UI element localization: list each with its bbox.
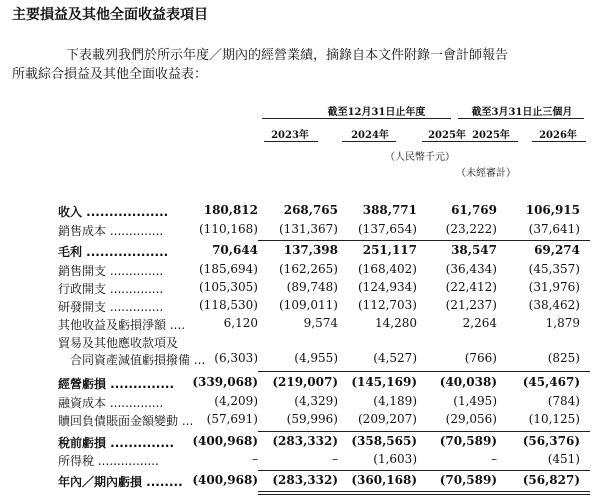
cell-value: (358,565) (351, 434, 417, 448)
cell-value: (400,968) (192, 473, 258, 487)
cell-value: (209,207) (358, 412, 417, 426)
table-row-finance-costs (0, 394, 600, 411)
row-label: 毛利 .................. (58, 245, 169, 259)
cell-value: (339,068) (192, 375, 258, 389)
cell-value: (283,332) (272, 473, 338, 487)
row-label: 銷售開支 .............. (58, 264, 164, 278)
column-q1-2026: 2026年 (539, 130, 577, 141)
cell-value: 14,280 (375, 316, 417, 330)
cell-value: (162,265) (279, 262, 338, 276)
table-row-selling-expenses (0, 262, 600, 279)
subtotal-rule (258, 431, 590, 432)
cell-value: 38,547 (451, 243, 497, 257)
cell-value: 388,771 (362, 203, 417, 217)
cell-value: (360,168) (351, 473, 417, 487)
col-underline-4 (464, 141, 518, 142)
table-row-gross-profit (0, 243, 600, 260)
intro-line-2: 所載綜合損益及其他全面收益表： (12, 67, 208, 82)
cell-value: 61,769 (451, 203, 497, 217)
cell-value: (131,367) (279, 222, 338, 236)
cell-value: (21,237) (445, 298, 497, 312)
cell-value: 70,644 (212, 243, 258, 257)
row-label: 收入 .................. (58, 205, 169, 219)
cell-value: (825) (547, 351, 580, 365)
cell-value: (4,955) (294, 351, 338, 365)
column-group-quarter: 截至3月31日止三個月 (471, 107, 573, 118)
cell-value: (1,495) (453, 394, 497, 408)
cell-value: (145,169) (351, 375, 417, 389)
table-row-redemption-liabilities (0, 412, 600, 429)
cell-value: (400,968) (192, 434, 258, 448)
cell-value: (22,412) (445, 280, 497, 294)
row-label: 貿易及其他應收款項及 (58, 336, 179, 350)
cell-value: (6,303) (214, 351, 258, 365)
cell-value: (137,654) (358, 222, 417, 236)
group-underline-annual (262, 118, 451, 119)
cell-value: (124,934) (358, 280, 417, 294)
cell-value: 137,398 (283, 243, 338, 257)
cell-value: (118,530) (199, 298, 258, 312)
table-row-impairment-heading (0, 334, 600, 351)
cell-value: (10,125) (528, 412, 580, 426)
cell-value: (40,038) (439, 375, 497, 389)
cell-value: 180,812 (203, 203, 258, 217)
cell-value: (219,007) (272, 375, 338, 389)
cell-value: (38,462) (528, 298, 580, 312)
table-row-loss-before-tax (0, 434, 600, 451)
row-label: 行政開支 .............. (58, 282, 164, 296)
cell-value: 2,264 (462, 316, 497, 330)
cell-value: 268,765 (283, 203, 338, 217)
currency-note: （人民幣千元） (385, 152, 455, 163)
cell-value: (185,694) (199, 262, 258, 276)
cell-value: (283,332) (272, 434, 338, 448)
group-underline-quarter (458, 118, 584, 119)
table-row-impairment (0, 351, 600, 368)
table-row-net-loss (0, 473, 600, 490)
cell-value: 6,120 (223, 316, 258, 330)
cell-value: (70,589) (439, 473, 497, 487)
cell-value: (4,527) (373, 351, 417, 365)
column-year-2024: 2024年 (351, 130, 389, 141)
cell-value: (23,222) (445, 222, 497, 236)
cell-value: (784) (547, 394, 580, 408)
subtotal-rule (258, 371, 590, 372)
cell-value: (56,827) (522, 473, 580, 487)
row-label: 稅前虧損 .............. (58, 436, 174, 450)
cell-value: (766) (464, 351, 497, 365)
cell-value: (57,691) (206, 412, 258, 426)
cell-value: (1,603) (373, 452, 417, 466)
cell-value: 251,117 (362, 243, 417, 257)
column-year-2023: 2023年 (271, 130, 309, 141)
cell-value: (89,748) (286, 280, 338, 294)
total-double-rule (258, 491, 590, 495)
row-label: 融資成本 .............. (58, 396, 164, 410)
column-year-2025: 2025年 (428, 130, 466, 141)
table-row-admin-expenses (0, 280, 600, 297)
cell-value: 106,915 (525, 203, 580, 217)
table-row-other-gains (0, 316, 600, 333)
row-label: 經營虧損 .............. (58, 377, 174, 391)
row-label: 年內／期內虧損 ........ (58, 475, 183, 489)
section-heading: 主要損益及其他全面收益表項目 (12, 7, 208, 23)
cell-value: (56,376) (522, 434, 580, 448)
cell-value: 9,574 (303, 316, 338, 330)
cell-value: (45,467) (522, 375, 580, 389)
cell-value: (37,641) (528, 222, 580, 236)
cell-value: (59,996) (286, 412, 338, 426)
cell-value: (112,703) (358, 298, 417, 312)
row-label: 合同資產減值虧損撥備 ... (70, 353, 206, 367)
unaudited-note: （未經審計） (456, 168, 516, 179)
subtotal-rule (258, 240, 590, 241)
col-underline-5 (532, 141, 586, 142)
intro-line-1: 下表載列我們於所示年度／期內的經營業績，摘錄自本文件附錄一會計師報告 (66, 48, 509, 63)
cell-value: (4,329) (294, 394, 338, 408)
cell-value: (168,402) (358, 262, 417, 276)
subtotal-rule (258, 470, 590, 471)
row-label: 贖回負債賬面金額變動 ... (58, 414, 194, 428)
cell-value: (451) (547, 452, 580, 466)
cell-value: 69,274 (534, 243, 580, 257)
row-label: 其他收益及虧損淨額 .... (58, 318, 186, 332)
col-underline-2 (342, 141, 396, 142)
intro-paragraph (12, 46, 592, 84)
col-underline-1 (264, 141, 318, 142)
cell-value: (109,011) (279, 298, 338, 312)
cell-value: (31,976) (528, 280, 580, 294)
column-q1-2025: 2025年 (472, 130, 510, 141)
cell-value: (4,189) (373, 394, 417, 408)
row-label: 銷售成本 .............. (58, 224, 164, 238)
cell-value: – (252, 452, 258, 466)
cell-value: 1,879 (545, 316, 580, 330)
table-row-revenue (0, 203, 600, 220)
column-group-annual: 截至12月31日止年度 (327, 107, 426, 118)
row-label: 研發開支 .............. (58, 300, 164, 314)
table-row-cost-of-sales (0, 222, 600, 239)
table-row-rnd-expenses (0, 298, 600, 315)
table-row-income-tax (0, 452, 600, 469)
cell-value: – (332, 452, 338, 466)
cell-value: (29,056) (445, 412, 497, 426)
cell-value: (36,434) (445, 262, 497, 276)
cell-value: – (491, 452, 497, 466)
table-row-operating-loss (0, 375, 600, 392)
cell-value: (4,209) (214, 394, 258, 408)
cell-value: (70,589) (439, 434, 497, 448)
cell-value: (110,168) (199, 222, 258, 236)
cell-value: (45,357) (528, 262, 580, 276)
row-label: 所得稅 ................ (58, 454, 159, 468)
cell-value: (105,305) (199, 280, 258, 294)
